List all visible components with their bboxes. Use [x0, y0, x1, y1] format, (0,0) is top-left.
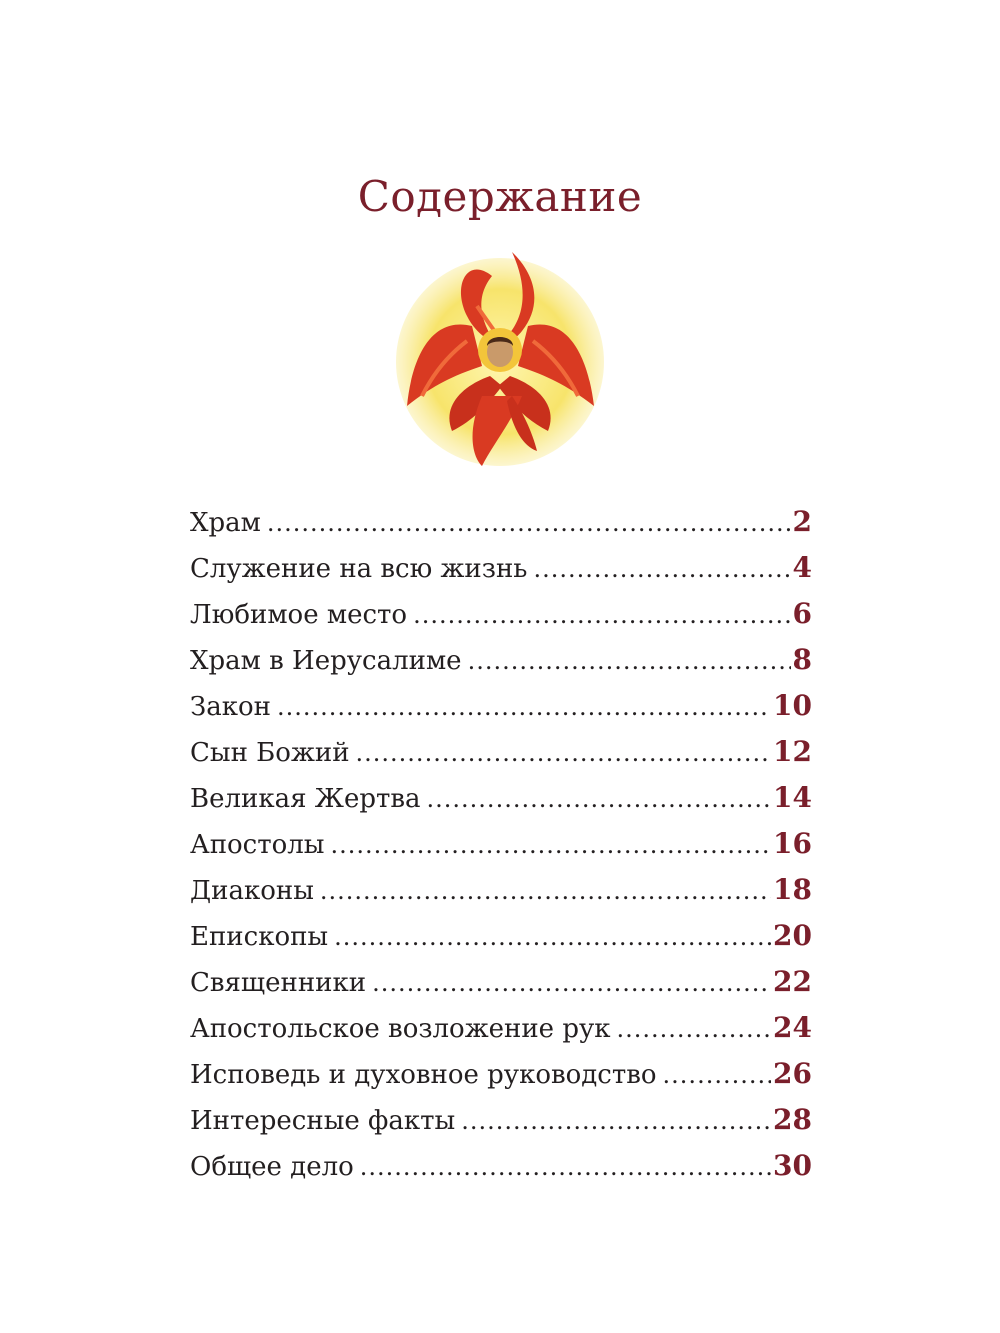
table-of-contents	[190, 505, 812, 1195]
toc-entry-page-number: 14	[773, 781, 812, 814]
toc-entry-title: Сын Божий	[190, 738, 350, 768]
toc-leader-dots	[360, 1153, 771, 1181]
toc-entry[interactable]	[190, 505, 812, 551]
page-title: Содержание	[357, 172, 643, 221]
toc-entry-page-number: 8	[792, 643, 812, 676]
toc-entry-title: Храм в Иерусалиме	[190, 646, 462, 676]
toc-entry[interactable]	[190, 735, 812, 781]
toc-leader-dots	[330, 831, 771, 859]
toc-leader-dots	[468, 647, 791, 675]
toc-entry[interactable]	[190, 873, 812, 919]
toc-leader-dots	[617, 1015, 772, 1043]
toc-entry[interactable]	[190, 643, 812, 689]
toc-entry[interactable]	[190, 965, 812, 1011]
toc-entry-page-number: 20	[773, 919, 812, 952]
toc-leader-dots	[413, 601, 790, 629]
toc-entry[interactable]	[190, 1149, 812, 1195]
toc-leader-dots	[663, 1061, 771, 1089]
toc-leader-dots	[356, 739, 772, 767]
toc-leader-dots	[334, 923, 771, 951]
toc-entry-title: Закон	[190, 692, 271, 722]
toc-entry-title: Служение на всю жизнь	[190, 554, 528, 584]
toc-entry-title: Священники	[190, 968, 367, 998]
toc-entry-page-number: 12	[773, 735, 812, 768]
toc-entry[interactable]	[190, 1103, 812, 1149]
toc-entry-page-number: 26	[773, 1057, 812, 1090]
toc-leader-dots	[427, 785, 772, 813]
toc-entry-title: Великая Жертва	[190, 784, 421, 814]
toc-entry-title: Интересные факты	[190, 1106, 456, 1136]
toc-entry-page-number: 10	[773, 689, 812, 722]
toc-entry-page-number: 2	[792, 505, 812, 538]
toc-leader-dots	[277, 693, 771, 721]
toc-entry[interactable]	[190, 597, 812, 643]
toc-entry-title: Общее дело	[190, 1152, 354, 1182]
toc-entry-title: Епископы	[190, 922, 329, 952]
toc-leader-dots	[372, 969, 771, 997]
toc-entry[interactable]	[190, 551, 812, 597]
toc-entry-title: Исповедь и духовное руководство	[190, 1060, 657, 1090]
toc-entry[interactable]	[190, 827, 812, 873]
toc-entry[interactable]	[190, 689, 812, 735]
toc-entry-page-number: 4	[792, 551, 812, 584]
toc-entry-page-number: 24	[773, 1011, 812, 1044]
toc-entry-page-number: 30	[773, 1149, 812, 1182]
toc-entry-title: Диаконы	[190, 876, 314, 906]
toc-entry-page-number: 16	[773, 827, 812, 860]
toc-leader-dots	[267, 509, 791, 537]
toc-leader-dots	[320, 877, 771, 905]
toc-entry[interactable]	[190, 1057, 812, 1103]
toc-entry-title: Апостолы	[190, 830, 325, 860]
toc-entry-page-number: 6	[792, 597, 812, 630]
toc-entry-title: Храм	[190, 508, 261, 538]
toc-entry[interactable]	[190, 919, 812, 965]
toc-leader-dots	[533, 555, 790, 583]
toc-entry-page-number: 22	[773, 965, 812, 998]
toc-entry-title: Апостольское возложение рук	[190, 1014, 611, 1044]
seraph-icon	[372, 246, 628, 478]
toc-entry-page-number: 28	[773, 1103, 812, 1136]
toc-entry[interactable]	[190, 1011, 812, 1057]
toc-entry-title: Любимое место	[190, 600, 408, 630]
toc-leader-dots	[461, 1107, 771, 1135]
toc-entry[interactable]	[190, 781, 812, 827]
toc-entry-page-number: 18	[773, 873, 812, 906]
